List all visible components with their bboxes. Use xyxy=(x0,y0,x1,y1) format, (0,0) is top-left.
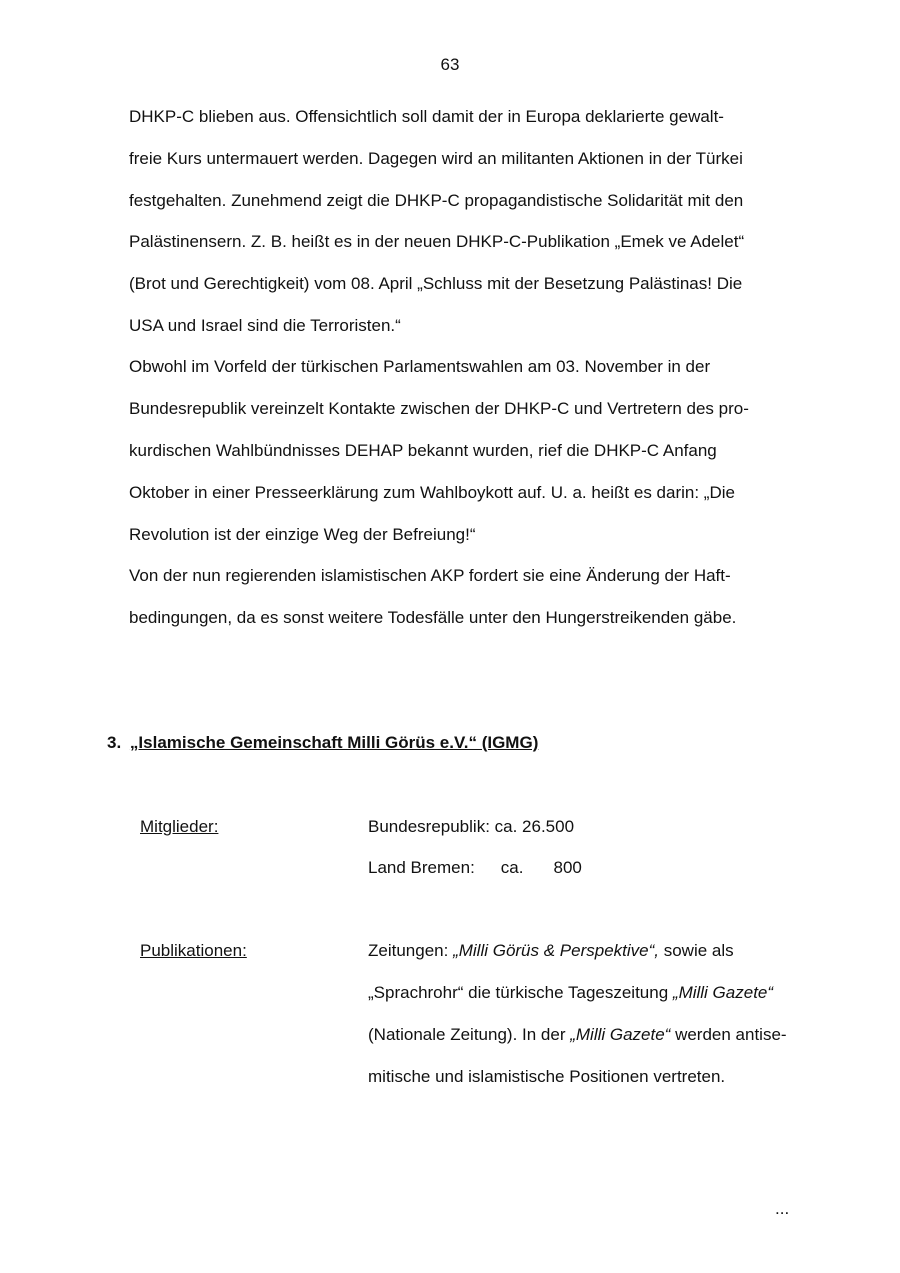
bremen-count: 800 xyxy=(553,858,582,877)
publications-line xyxy=(368,982,773,1004)
pub-text: (Nationale Zeitung). In der xyxy=(368,1025,571,1044)
text-line: Von der nun regierenden islamistischen AKP fordert sie eine Änderung der Haft- xyxy=(129,566,731,585)
text-line: Revolution ist der einzige Weg der Befreiung!“ xyxy=(129,525,476,544)
pub-text: werden antise- xyxy=(670,1025,787,1044)
members-bremen xyxy=(368,857,582,879)
members-label: Mitglieder: xyxy=(140,817,219,836)
publications-line xyxy=(368,1024,787,1046)
bremen-ca: ca. xyxy=(500,858,524,877)
bremen-label: Land Bremen: xyxy=(368,858,475,877)
text-line: Bundesrepublik vereinzelt Kontakte zwischen der DHKP-C und Vertretern des pro- xyxy=(129,399,749,418)
text-line: Obwohl im Vorfeld der türkischen Parlamentswahlen am 03. November in der xyxy=(129,357,711,376)
pub-text: Zeitungen: xyxy=(368,941,454,960)
text-line: freie Kurs untermauert werden. Dagegen wird an militanten Aktionen in der Türkei xyxy=(129,149,743,168)
pub-text: sowie als xyxy=(659,941,734,960)
section-number: 3. xyxy=(107,733,122,752)
publications-label: Publikationen: xyxy=(140,941,247,960)
pub-title-italic: „Milli Gazete“ xyxy=(570,1025,671,1044)
pub-title-italic: „Milli Gazete“ xyxy=(672,983,774,1002)
text-line: bedingungen, da es sonst weitere Todesfälle unter den Hungerstreikenden gäbe. xyxy=(129,608,737,627)
text-line: DHKP-C blieben aus. Offensichtlich soll damit der in Europa deklarierte gewalt- xyxy=(129,107,724,126)
text-line: (Brot und Gerechtigkeit) vom 08. April „Schluss mit der Besetzung Palästinas! Die xyxy=(129,274,743,293)
text-line: USA und Israel sind die Terroristen.“ xyxy=(129,316,401,335)
publications-line xyxy=(368,940,734,962)
text-line: Palästinensern. Z. B. heißt es in der neuen DHKP-C-Publikation „Emek ve Adelet“ xyxy=(129,232,745,251)
text-line: Oktober in einer Presseerklärung zum Wahlboykott auf. U. a. heißt es darin: „Die xyxy=(129,483,735,502)
pub-text: „Sprachrohr“ die türkische Tageszeitung xyxy=(368,983,673,1002)
text-line: kurdischen Wahlbündnisses DEHAP bekannt wurden, rief die DHKP-C Anfang xyxy=(129,441,717,460)
pub-title-italic: „Milli Görüs & Perspektive“, xyxy=(453,941,659,960)
publications-line: mitische und islamistische Positionen vertreten. xyxy=(368,1067,726,1086)
text-line: festgehalten. Zunehmend zeigt die DHKP-C propagandistische Solidarität mit den xyxy=(129,191,744,210)
continuation-mark: ... xyxy=(775,1199,790,1218)
section-heading xyxy=(107,732,538,754)
section-title: „Islamische Gemeinschaft Milli Görüs e.V.“ (IGMG) xyxy=(129,733,539,752)
members-federal: Bundesrepublik: ca. 26.500 xyxy=(368,817,575,836)
page-number: 63 xyxy=(440,55,460,74)
